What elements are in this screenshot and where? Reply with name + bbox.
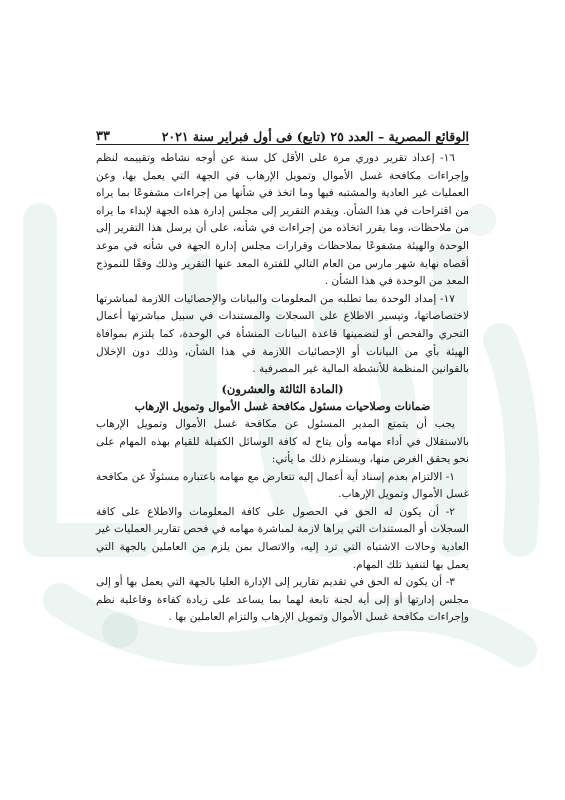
header-title: الوقائع المصرية – العدد ٢٥ (تابع) فى أول فبراير سنة ٢٠٢١ bbox=[161, 129, 469, 144]
article-title: (المادة الثالثة والعشرون) bbox=[221, 381, 344, 396]
article-subtitle: ضمانات وصلاحيات مسئول مكافحة غسل الأموال وتمويل الإرهاب bbox=[134, 400, 431, 414]
article-item-2: ٢- أن يكون له الحق في الحصول على كافة المعلومات والاطلاع على كافة السجلات أو المستندات التي يراها لازمة لمباشرة مهامه في فحص تقارير العمليات غير العادية وحالات الاشتباه التي ترد إليه، والاتصال بمن يلزم من العاملين بالجهة التي يعمل بها لتنفيذ تلك المهام. bbox=[96, 505, 469, 571]
article-item-3: ٣- أن يكون له الحق في تقديم تقارير إلى الإدارة العليا بالجهة التي يعمل بها أو إلى مجلس إدارتها أو إلى أية لجنة تابعة لهما بما يساعد على زيادة كفاءة وفاعلية نظم وإجراءات مكافحة غسل الأموال وتمويل الإرهاب والتزام العاملين بها . bbox=[96, 576, 469, 624]
article-intro: يجب أن يتمتع المدير المسئول عن مكافحة غسل الأموال وتمويل الإرهاب بالاستقلال في أداء مهامه وأن يتاح له كافة الوسائل الكفيلة للقيام بهذه المهام على نحو يحقق الغرض منها، ويستلزم ذلك ما يأتي: bbox=[96, 417, 469, 466]
article-item-1: ١- الالتزام بعدم إسناد أية أعمال إليه تتعارض مع مهامه باعتباره مسئولًا عن مكافحة غسل الأموال وتمويل الإرهاب. bbox=[96, 470, 469, 501]
paragraph-item-16: ١٦- إعداد تقرير دوري مرة على الأقل كل سنة عن أوجه نشاطه وتقييمه لنظم وإجراءات مكافحة غسل الأموال وتمويل الإرهاب في الجهة التي يعمل بها، وعن العمليات غير العادية والمشتبه فيها وما اتخذ في شأنها من إجراءات مشفوعًا بما يراه من اقتراحات في هذا الشأن. ويقدم التقرير إلى مجلس إدارة هذه الجهة لإبداء ما يراه من ملاحظات، وما يقرر اتخاذه من إجراءات في شأنه، على أن يرسل هذا التقرير إلى الوحدة والهيئة مشفوعًا بملاحظات وقرارات مجلس إدارة الجهة في شأنه في موعد أقصاه نهاية شهر مارس من العام التالي للفترة المعد عنها التقرير وذلك وفقًا للنموذج المعد من الوحدة في هذا الشأن . bbox=[96, 152, 469, 288]
page-header bbox=[96, 122, 469, 145]
document-body bbox=[96, 150, 469, 627]
paragraph-item-17: ١٧- إمداد الوحدة بما تطلبه من المعلومات والبيانات والإحصائيات اللازمة لمباشرتها لاختصاصاتها، وتيسير الاطلاع على السجلات والمستندات في سبيل مباشرتها أعمال التحري والفحص أو لتضمينها قاعدة البيانات المنشأة في الوحدة، كما يلتزم بموافاة الهيئة بأي من البيانات أو الإحصائيات اللازمة في هذا الشأن، وذلك دون الإخلال بالقوانين المنظمة للأنشطة المالية غير المصرفية . bbox=[96, 292, 469, 376]
page-number: ٣٣ bbox=[96, 129, 110, 144]
